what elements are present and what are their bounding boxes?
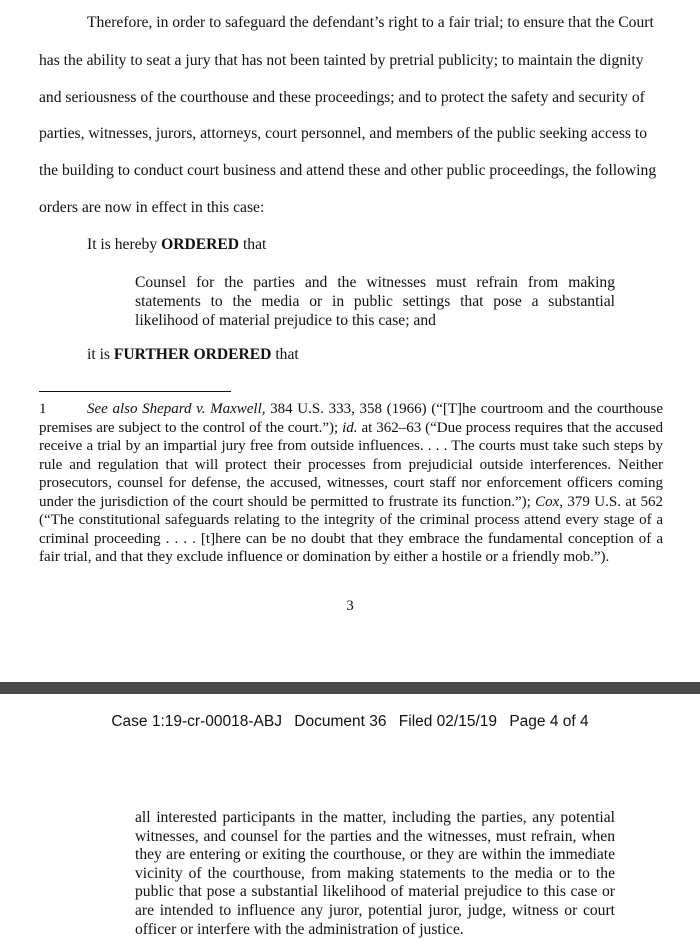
- filed-date: Filed 02/15/19: [398, 713, 498, 730]
- case-number: Case 1:19-cr-00018-ABJ: [111, 713, 282, 730]
- page-count: Page 4 of 4: [509, 713, 589, 730]
- paragraph-line: orders are now in effect in this case:: [39, 199, 265, 216]
- paragraph-line: Therefore, in order to safeguard the defendant’s right to a fair trial; to ensure that the Court: [87, 14, 654, 31]
- page-number: 3: [346, 598, 354, 614]
- further-suffix: that: [271, 346, 299, 363]
- further-ordered-keyword: FURTHER ORDERED: [113, 346, 272, 363]
- footnote-case-see-also: See also Shepard v. Maxwell,: [87, 401, 266, 417]
- page-break-divider: [0, 682, 700, 694]
- footnote-text: 384 U.S. 333, 358 (1966) (“[T]he courtroom and the courthouse premises are subject to the control of the court.”);: [39, 401, 663, 436]
- footnote-text: at 362–63 (“Due process requires that the accused receive a trial by an impartial jury free from outside influences. . . . The courts must take such steps by rule and regulation that will protect their processes from prejudicial outside interferences. Neither prosecutors, counsel for defense, the accused, witnesses, court staff nor enforcement officers coming under the jurisdiction of the court should be permitted to frustrate its function.”);: [39, 419, 663, 510]
- further-prefix: it is: [87, 346, 114, 363]
- paragraph-line: has the ability to seat a jury that has not been tainted by pretrial publicity; to maintain the dignity: [39, 52, 644, 69]
- footnote-1: [39, 400, 663, 567]
- footnote-rule: [39, 391, 231, 392]
- footnote-cox-cite: Cox,: [535, 493, 564, 510]
- further-ordered-line: [87, 345, 299, 365]
- ordered-line: [87, 235, 266, 255]
- paragraph-line: and seriousness of the courthouse and these proceedings; and to protect the safety and security of: [39, 89, 645, 106]
- paragraph-line: parties, witnesses, jurors, attorneys, court personnel, and members of the public seeking access to: [39, 125, 647, 142]
- footnote-text: 379 U.S. at 562 (“The constitutional safeguards relating to the integrity of the criminal process attend every stage of a criminal proceeding . . . . [t]here can be no doubt that they embrace the fundamental conception of a fair trial, and that they exclude influence or domination by either a hostile or a friendly mob.”).: [39, 493, 663, 565]
- footnote-id-cite: id.: [342, 419, 358, 436]
- footnote-number: 1: [39, 401, 47, 417]
- block-quote-participants: all interested participants in the matter, including the parties, any potential witnesses, and counsel for the parties and the witnesses, must refrain, when they are entering or exiting the courthouse, or they are within the immediate vicinity of the courthouse, from making statements to the media or to the public that pose a substantial likelihood of material prejudice to this case or are intended to influence any juror, potential juror, judge, witness or court officer or interfere with the administration of justice.: [135, 809, 615, 938]
- ordered-prefix: It is hereby: [87, 236, 162, 253]
- ordered-suffix: that: [239, 236, 267, 253]
- paragraph-line: the building to conduct court business and attend these and other public proceedings, the following: [39, 162, 657, 179]
- ecf-case-header: [0, 712, 700, 732]
- ordered-keyword: ORDERED: [161, 236, 240, 253]
- document-number: Document 36: [294, 713, 387, 730]
- block-quote-counsel: Counsel for the parties and the witnesses must refrain from making statements to the media or in public settings that pose a substantial likelihood of material prejudice to this case; and: [135, 274, 615, 329]
